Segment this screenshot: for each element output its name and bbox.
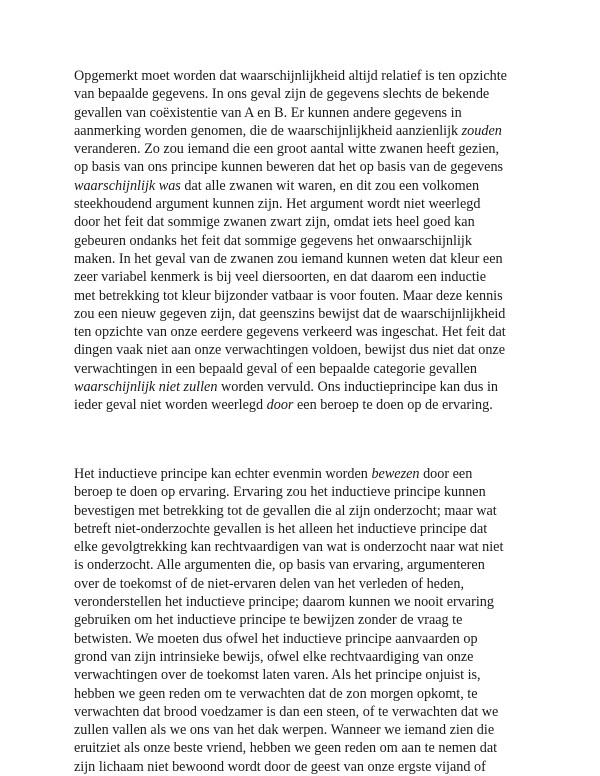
text-segment: door een [419, 466, 473, 482]
text-segment: bevestigen met betrekking tot de gevallen die al zijn onderzocht; maar wat [74, 502, 497, 519]
text-line [74, 250, 544, 268]
text-line [74, 396, 544, 414]
text-line [74, 556, 544, 574]
text-line [74, 465, 544, 483]
italic-text: door [266, 397, 294, 414]
text-segment: ten opzichte van onze eerdere gegevens verkeerd was ingeschat. Het feit dat [74, 324, 506, 341]
text-line [74, 630, 544, 648]
text-line [74, 85, 544, 103]
text-line [74, 378, 544, 396]
text-line [74, 685, 544, 703]
text-segment: beroep te doen op ervaring. Ervaring zou het inductieve principe kunnen [74, 484, 486, 501]
text-line [74, 232, 544, 250]
text-segment: is onderzocht. Alle argumenten die, op basis van ervaring, argumenteren [74, 557, 485, 574]
text-segment: zullen vallen als we ons van het dak werpen. Wanneer we iemand zien die [74, 722, 495, 739]
text-line [74, 611, 544, 629]
text-segment: zou een nieuw gegeven zijn, dat geenszins bewijst dat de waarschijnlijkheid [74, 305, 506, 322]
text-line [74, 177, 544, 195]
text-line [74, 648, 544, 666]
text-line [74, 268, 544, 286]
italic-text: waarschijnlijk niet zullen [74, 379, 218, 396]
text-segment: dat alle zwanen wit waren, en dit zou een volkomen [180, 177, 480, 194]
text-segment: gebruiken om het inductieve principe te bewijzen zonder de vraag te [74, 612, 463, 629]
text-segment: verwachtingen over de toekomst laten varen. Als het principe onjuist is, [74, 667, 481, 684]
text-segment: veranderen. Zo zou iemand die een groot aantal witte zwanen heeft gezien, [74, 141, 500, 158]
text-segment: een beroep te doen op de ervaring. [293, 397, 493, 414]
text-line [74, 195, 544, 213]
text-segment: zeer variabel kenmerk is bij veel diersoorten, en dat daarom een inductie [74, 269, 487, 286]
text-line [74, 122, 544, 140]
text-segment: elke gevolgtrekking kan rechtvaardigen van wat is onderzocht naar wat niet [74, 539, 504, 556]
text-line [74, 323, 544, 341]
text-line [74, 341, 544, 359]
text-segment: betreft niet-onderzochte gevallen is het alleen het inductieve principe dat [74, 520, 488, 537]
text-line [74, 305, 544, 323]
italic-text: waarschijnlijk was [74, 177, 181, 194]
text-line [74, 739, 544, 757]
text-segment: betwisten. We moeten dus ofwel het inductieve principe aanvaarden op [74, 630, 478, 647]
text-segment: dingen vaak niet aan onze verwachtingen voldoen, bewijst dus niet dat onze [74, 342, 506, 359]
paragraph-2 [74, 465, 544, 776]
text-segment: met betrekking tot kleur bijzonder vatbaar is voor fouten. Maar deze kennis [74, 287, 503, 304]
text-line [74, 360, 544, 378]
text-segment: steekhoudend argument kunnen zijn. Het argument wordt niet weerlegd [74, 196, 481, 213]
text-segment: hebben we geen reden om te verwachten dat de zon morgen opkomt, te [74, 685, 478, 702]
text-segment: worden vervuld. Ons inductieprincipe kan dus in [217, 379, 498, 396]
text-line [74, 502, 544, 520]
text-segment: Het inductieve principe kan echter evenmin worden [74, 466, 372, 482]
italic-text: bewezen [371, 466, 420, 482]
text-segment: door het feit dat sommige zwanen zwart zijn, omdat iets heel goed kan [74, 214, 475, 231]
text-segment: verwachten dat brood voedzamer is dan een steen, of te verwachten dat we [74, 703, 499, 720]
text-line [74, 158, 544, 176]
text-segment: maken. In het geval van de zwanen zou iemand kunnen weten dat kleur een [74, 250, 503, 267]
text-segment: gevallen van coëxistentie van A en B. Er kunnen andere gegevens in [74, 104, 462, 121]
text-line [74, 703, 544, 721]
text-segment: gebeuren ondanks het feit dat sommige gegevens het onwaarschijnlijk [74, 232, 472, 249]
text-line [74, 67, 544, 85]
text-segment: eruitziet als onze beste vriend, hebben we geen reden om aan te nemen dat [74, 740, 498, 757]
text-line [74, 721, 544, 739]
text-line [74, 140, 544, 158]
text-line [74, 593, 544, 611]
text-segment: ieder geval niet worden weerlegd [74, 397, 267, 414]
paragraph-1 [74, 67, 544, 415]
text-segment: verwachtingen in een bepaald geval of een bepaalde categorie gevallen [74, 360, 477, 377]
text-segment: grond van zijn intrinsieke bewijs, ofwel elke rechtvaardiging van onze [74, 648, 474, 665]
text-line [74, 666, 544, 684]
italic-text: zouden [461, 122, 502, 139]
text-segment: Opgemerkt moet worden dat waarschijnlijkheid altijd relatief is ten opzichte [74, 68, 507, 84]
text-line [74, 104, 544, 122]
text-line [74, 483, 544, 501]
text-segment: van bepaalde gegevens. In ons geval zijn de gegevens slechts de bekende [74, 86, 490, 103]
text-line [74, 538, 544, 556]
text-line [74, 287, 544, 305]
text-line [74, 758, 544, 776]
text-segment: over de toekomst of de niet-ervaren delen van het verleden of heden, [74, 575, 464, 592]
text-segment: zijn lichaam niet bewoond wordt door de geest van onze ergste vijand of [74, 758, 486, 775]
text-segment: veronderstellen het inductieve principe; daarom kunnen we nooit ervaring [74, 594, 494, 611]
text-line [74, 520, 544, 538]
text-line [74, 213, 544, 231]
text-line [74, 575, 544, 593]
text-segment: aanmerking worden genomen, die de waarschijnlijkheid aanzienlijk [74, 122, 462, 139]
text-segment: op basis van ons principe kunnen beweren dat het op basis van de gegevens [74, 159, 504, 176]
